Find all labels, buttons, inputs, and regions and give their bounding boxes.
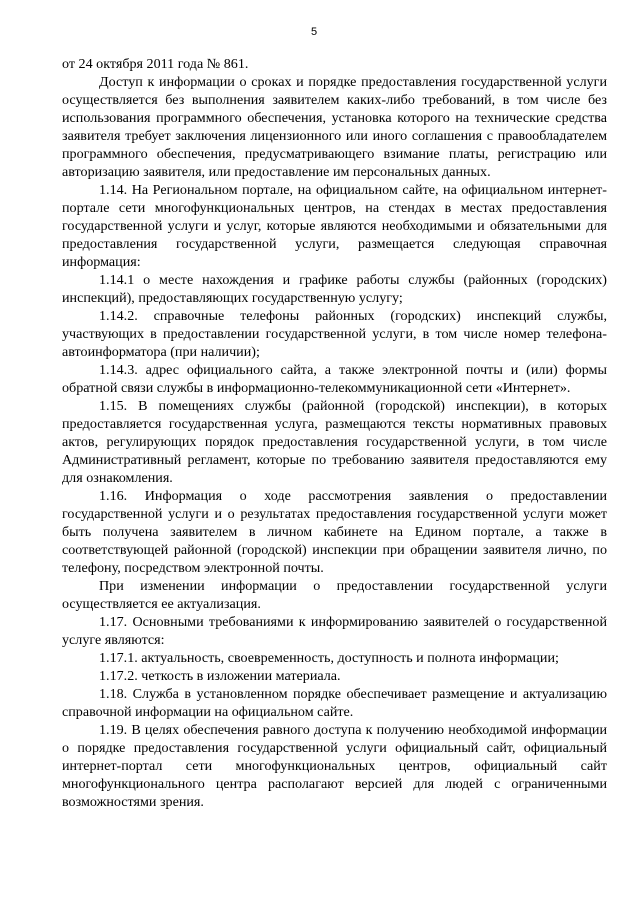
paragraph: от 24 октября 2011 года № 861. bbox=[62, 56, 249, 72]
paragraph: 1.15. В помещениях службы (районной (городской) инспекции), в которых предоставляется государственная услуга, размещаются тексты нормативных правовых актов, регулирующих порядок предоставления государственной услуги, в том числе Административный регламент, которые по требованию заявителя предоставляются ему для ознакомления. bbox=[62, 398, 607, 486]
paragraph: Доступ к информации о сроках и порядке предоставления государственной услуги осуществляется без выполнения заявителем каких-либо требований, в том числе без использования программного обеспечения, установка которого на технические средства заявителя требует заключения лицензионного или иного соглашения с правообладателем программного обеспечения, предусматривающего взимание платы, регистрацию или авторизацию заявителя, или предоставление им персональных данных. bbox=[62, 74, 607, 180]
paragraph: При изменении информации о предоставлении государственной услуги осуществляется ее актуализация. bbox=[62, 578, 607, 612]
paragraph: 1.17.1. актуальность, своевременность, доступность и полнота информации; bbox=[99, 650, 559, 666]
paragraph: 1.18. Служба в установленном порядке обеспечивает размещение и актуализацию справочной информации на официальном сайте. bbox=[62, 686, 607, 720]
paragraph: 1.19. В целях обеспечения равного доступа к получению необходимой информации о порядке предоставления государственной услуги официальный сайт, официальный интернет-портал сети многофункциональных центров, официальный сайт многофункционального центра располагают версией для людей с ограниченными возможностями зрения. bbox=[62, 722, 607, 810]
paragraph: 1.16. Информация о ходе рассмотрения заявления о предоставлении государственной услуги и о результатах предоставления государственной услуги может быть получена заявителем в личном кабинете на Едином портале, а также в соответствующей районной (городской) инспекции при обращении заявителя лично, по телефону, посредством электронной почты. bbox=[62, 488, 607, 576]
paragraph: 1.17. Основными требованиями к информированию заявителей о государственной услуге являются: bbox=[62, 614, 607, 648]
paragraph: 1.14.3. адрес официального сайта, а также электронной почты и (или) формы обратной связи службы в информационно-телекоммуникационной сети «Интернет». bbox=[62, 362, 607, 396]
paragraph: 1.14.1 о месте нахождения и графике работы службы (районных (городских) инспекций), предоставляющих государственную услугу; bbox=[62, 272, 607, 306]
document-body bbox=[62, 55, 607, 811]
paragraph: 1.14. На Региональном портале, на официальном сайте, на официальном интернет-портале сети многофункциональных центров, на стендах в местах предоставления государственной услуги и услуг, которые являются необходимыми и обязательными для предоставления государственной услуги, размещается следующая справочная информация: bbox=[62, 182, 607, 270]
paragraph: 1.14.2. справочные телефоны районных (городских) инспекций службы, участвующих в предоставлении государственной услуги, в том числе номер телефона-автоинформатора (при наличии); bbox=[62, 308, 607, 360]
paragraph: 1.17.2. четкость в изложении материала. bbox=[99, 668, 341, 684]
page-number: 5 bbox=[310, 26, 318, 38]
